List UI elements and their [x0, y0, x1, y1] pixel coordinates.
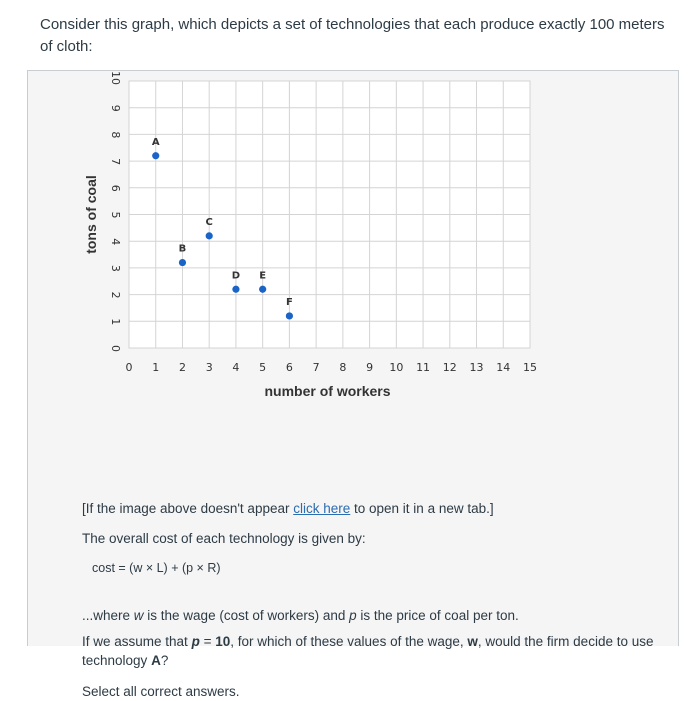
y-tick-label: 4 [109, 238, 122, 246]
note-prefix: [If the image above doesn't appear [82, 501, 294, 516]
cost-intro: The overall cost of each technology is given by: [82, 531, 366, 546]
image-note [82, 499, 682, 518]
y-tick-label: 8 [109, 131, 122, 139]
x-tick-label: 14 [496, 361, 511, 374]
data-point [259, 286, 266, 293]
data-point [152, 152, 159, 159]
question-panel [27, 70, 679, 699]
x-tick-label: 6 [285, 361, 293, 374]
data-point [232, 286, 239, 293]
y-tick-label: 7 [109, 158, 122, 166]
q-p-value: 10 [215, 634, 231, 649]
data-point-label: B [178, 243, 187, 255]
x-tick-label: 0 [125, 361, 133, 374]
x-tick-label: 9 [366, 361, 374, 374]
y-tick-label: 5 [109, 211, 122, 219]
open-image-link[interactable]: click here [293, 501, 351, 516]
y-tick-label: 0 [109, 345, 122, 352]
variable-definitions: ...where w is the wage (cost of workers) and p is the price of coal per ton. [82, 608, 519, 623]
data-point-label: D [231, 270, 241, 282]
x-tick-label: 12 [442, 361, 457, 374]
y-tick-label: 9 [109, 104, 122, 112]
data-point [206, 232, 213, 239]
x-tick-label: 2 [178, 361, 186, 374]
scatter-chart [28, 71, 678, 411]
data-point-label: A [151, 136, 160, 148]
q-var-w: w [467, 634, 478, 649]
x-axis-label: number of workers [264, 383, 391, 399]
x-tick-label: 7 [312, 361, 320, 374]
y-axis-label: tons of coal [83, 175, 99, 254]
q-var-p: p [191, 634, 200, 649]
data-point [179, 259, 186, 266]
answer-instruction: Select all correct answers. [82, 684, 240, 699]
y-tick-label: 6 [109, 184, 122, 192]
q-technology: A [151, 653, 161, 668]
y-tick-label: 3 [109, 264, 122, 272]
data-point [286, 312, 293, 319]
y-tick-label: 10 [109, 71, 122, 85]
x-tick-label: 13 [469, 361, 484, 374]
question-intro: Consider this graph, which depicts a set of technologies that each produce exactly 100 meters of cloth: [40, 16, 665, 55]
y-tick-label: 1 [109, 318, 122, 326]
x-tick-label: 8 [339, 361, 347, 374]
x-tick-label: 1 [152, 361, 160, 374]
x-tick-label: 5 [259, 361, 267, 374]
cost-formula: cost = (w × L) + (p × R) [92, 561, 221, 575]
note-suffix: to open it in a new tab.] [350, 501, 494, 516]
x-tick-label: 11 [416, 361, 431, 374]
y-tick-label: 2 [109, 291, 122, 299]
data-point-label: C [205, 216, 213, 228]
x-tick-label: 4 [232, 361, 240, 374]
var-w: w [133, 608, 144, 623]
data-point-label: E [259, 270, 267, 282]
question-text: If we assume that p = 10, for which of these values of the wage, w, would the firm decide to use technology A? [82, 634, 654, 668]
x-tick-label: 15 [523, 361, 537, 374]
x-tick-label: 10 [389, 361, 404, 374]
data-point-label: F [285, 296, 293, 308]
x-tick-label: 3 [205, 361, 213, 374]
var-p: p [349, 608, 357, 623]
